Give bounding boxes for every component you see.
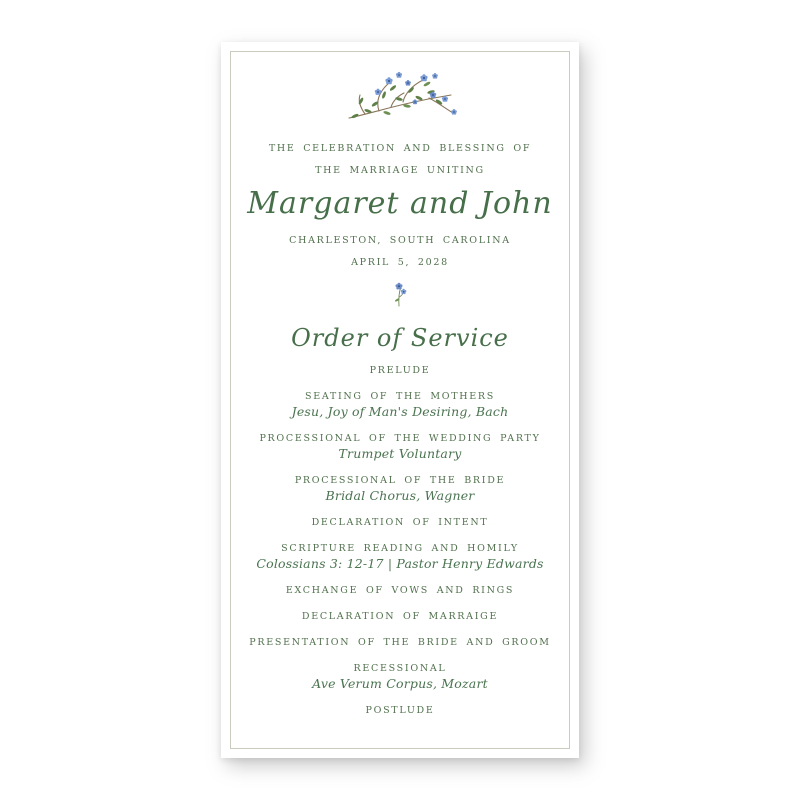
header-line-1: THE CELEBRATION AND BLESSING OF — [268, 143, 532, 154]
program-item-title: PRESENTATION OF THE BRIDE AND GROOM — [249, 637, 551, 648]
program-item-title: SCRIPTURE READING AND HOMILY — [281, 543, 519, 554]
program-item-declaration-of-marriage — [302, 609, 498, 624]
program-item-seating-of-the-mothers — [292, 389, 509, 420]
program-item-title: POSTLUDE — [365, 705, 435, 716]
couple-names: Margaret and John — [247, 186, 553, 221]
program-item-title: DECLARATION OF MARRAIGE — [301, 611, 499, 622]
header-line-2: THE MARRIAGE UNITING — [315, 165, 485, 176]
program-item-presentation — [249, 635, 550, 650]
program-item-title: PROCESSIONAL OF THE BRIDE — [294, 475, 506, 486]
program-item-title: EXCHANGE OF VOWS AND RINGS — [285, 585, 515, 596]
program-item-postlude — [366, 703, 435, 718]
floral-sprig-illustration — [221, 279, 579, 307]
floral-branch-illustration — [221, 68, 579, 128]
program-item-title: PROCESSIONAL OF THE WEDDING PARTY — [259, 433, 541, 444]
program-item-exchange-of-vows — [286, 583, 514, 598]
program-item-title: SEATING OF THE MOTHERS — [305, 391, 495, 402]
program-item-detail: Bridal Chorus, Wagner — [325, 488, 475, 503]
program-item-title: PRELUDE — [369, 365, 431, 376]
program-item-processional-bride — [295, 473, 505, 504]
program-item-processional-wedding-party — [259, 431, 540, 462]
program-item-detail: Ave Verum Corpus, Mozart — [312, 676, 488, 691]
wedding-program-card — [221, 42, 579, 758]
program-item-detail: Colossians 3: 12-17 | Pastor Henry Edwards — [256, 556, 544, 571]
order-of-service-list — [221, 363, 579, 718]
program-item-prelude — [370, 363, 431, 378]
section-title-order-of-service: Order of Service — [291, 324, 509, 352]
program-item-detail: Jesu, Joy of Man's Desiring, Bach — [291, 404, 509, 419]
program-item-title: DECLARATION OF INTENT — [311, 517, 489, 528]
event-date: APRIL 5, 2028 — [351, 257, 449, 268]
program-item-recessional — [312, 661, 488, 692]
program-item-declaration-of-intent — [312, 515, 489, 530]
program-item-title: RECESSIONAL — [353, 663, 447, 674]
program-item-scripture-reading — [256, 541, 543, 572]
program-item-detail: Trumpet Voluntary — [338, 446, 462, 461]
event-location: CHARLESTON, SOUTH CAROLINA — [289, 235, 511, 246]
